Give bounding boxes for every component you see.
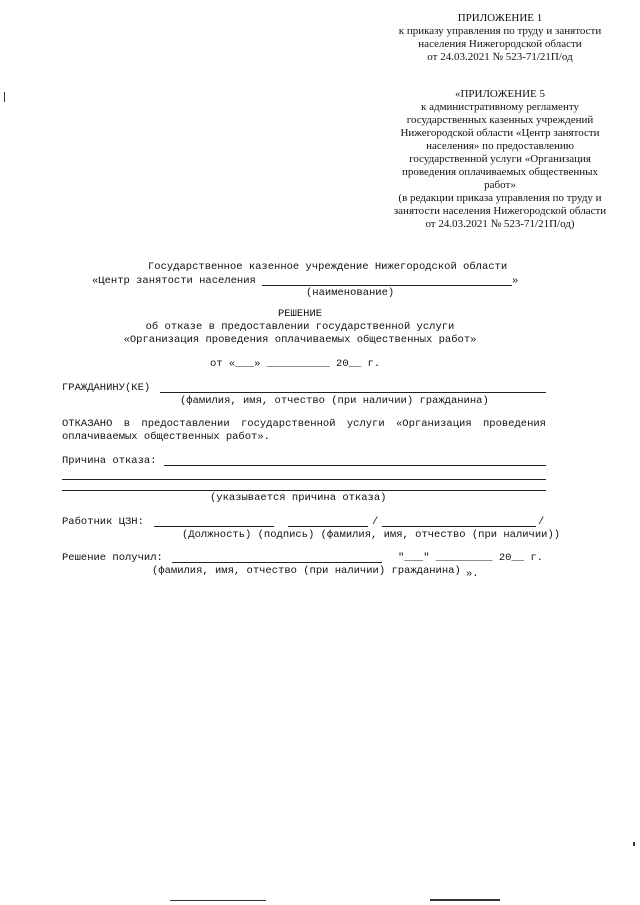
refusal-text-line-1: ОТКАЗАНО в предоставлении государственной услуги «Организация проведения <box>62 418 546 430</box>
worker-name-line <box>382 526 536 527</box>
scan-mark <box>633 842 635 846</box>
appendix-1-line: от 24.03.2021 № 523-71/21П/од <box>427 51 573 63</box>
appendix-1-line: населения Нижегородской области <box>418 38 582 50</box>
appendix-5-line: занятости населения Нижегородской области <box>393 205 607 217</box>
reason-label: Причина отказа: <box>62 455 157 467</box>
reason-line-2 <box>62 479 546 480</box>
scan-mark <box>4 92 5 102</box>
appendix-5-header <box>380 88 620 231</box>
institution-line-1: Государственное казенное учреждение Нижегородской области <box>148 261 508 273</box>
citizen-label: ГРАЖДАНИНУ(КЕ) <box>62 382 151 394</box>
appendix-5-title: «ПРИЛОЖЕНИЕ 5 <box>454 88 546 100</box>
institution-line-2: «Центр занятости населения <box>92 275 256 287</box>
institution-name-line <box>262 285 512 286</box>
appendix-1-title: ПРИЛОЖЕНИЕ 1 <box>457 12 543 24</box>
worker-slash-2: / <box>538 516 545 528</box>
appendix-5-line: государственных казенных учреждений <box>406 114 594 126</box>
worker-signature-line <box>288 526 368 527</box>
appendix-5-line: населения» по предоставлению <box>426 140 574 152</box>
appendix-5-line: от 24.03.2021 № 523-71/21П/од) <box>425 218 575 230</box>
appendix-1-line: к приказу управления по труду и занятости <box>398 25 602 37</box>
received-name-line <box>172 562 382 563</box>
appendix-5-line: (в редакции приказа управления по труду и <box>398 192 602 204</box>
worker-captions: (Должность) (подпись) (фамилия, имя, отчество (при наличии)) <box>182 529 561 541</box>
decision-subtitle-1: об отказе в предоставлении государственной услуги <box>145 321 455 333</box>
worker-label: Работник ЦЗН: <box>62 516 144 528</box>
received-caption: (фамилия, имя, отчество (при наличии) гражданина) <box>152 565 461 577</box>
received-date: "___" _________ 20__ г. <box>398 552 543 564</box>
appendix-5-line: Нижегородской области «Центр занятости <box>400 127 600 139</box>
appendix-5-line: государственной услуги «Организация <box>409 153 591 165</box>
received-label: Решение получил: <box>62 552 163 564</box>
institution-caption: (наименование) <box>306 287 395 299</box>
appendix-5-line: работ» <box>484 179 516 191</box>
appendix-5-line: проведения оплачиваемых общественных <box>401 166 599 178</box>
decision-title: РЕШЕНИЕ <box>277 308 323 320</box>
citizen-name-line <box>160 392 546 393</box>
scan-mark <box>430 899 500 901</box>
decision-subtitle-2: «Организация проведения оплачиваемых общественных работ» <box>123 334 477 346</box>
reason-line-1 <box>164 465 546 466</box>
institution-closing-quote: » <box>512 275 519 287</box>
decision-date: от «___» __________ 20__ г. <box>210 358 381 370</box>
appendix-5-line: к административному регламенту <box>421 101 579 113</box>
reason-caption: (указывается причина отказа) <box>210 492 387 504</box>
worker-slash-1: / <box>372 516 379 528</box>
reason-line-3 <box>62 490 546 491</box>
worker-position-line <box>154 526 274 527</box>
appendix-1-header <box>380 12 620 64</box>
scan-mark <box>170 900 266 901</box>
refusal-text-line-2: оплачиваемых общественных работ». <box>62 431 270 443</box>
closing-quote: ». <box>466 568 479 580</box>
citizen-caption: (фамилия, имя, отчество (при наличии) гражданина) <box>180 395 489 407</box>
